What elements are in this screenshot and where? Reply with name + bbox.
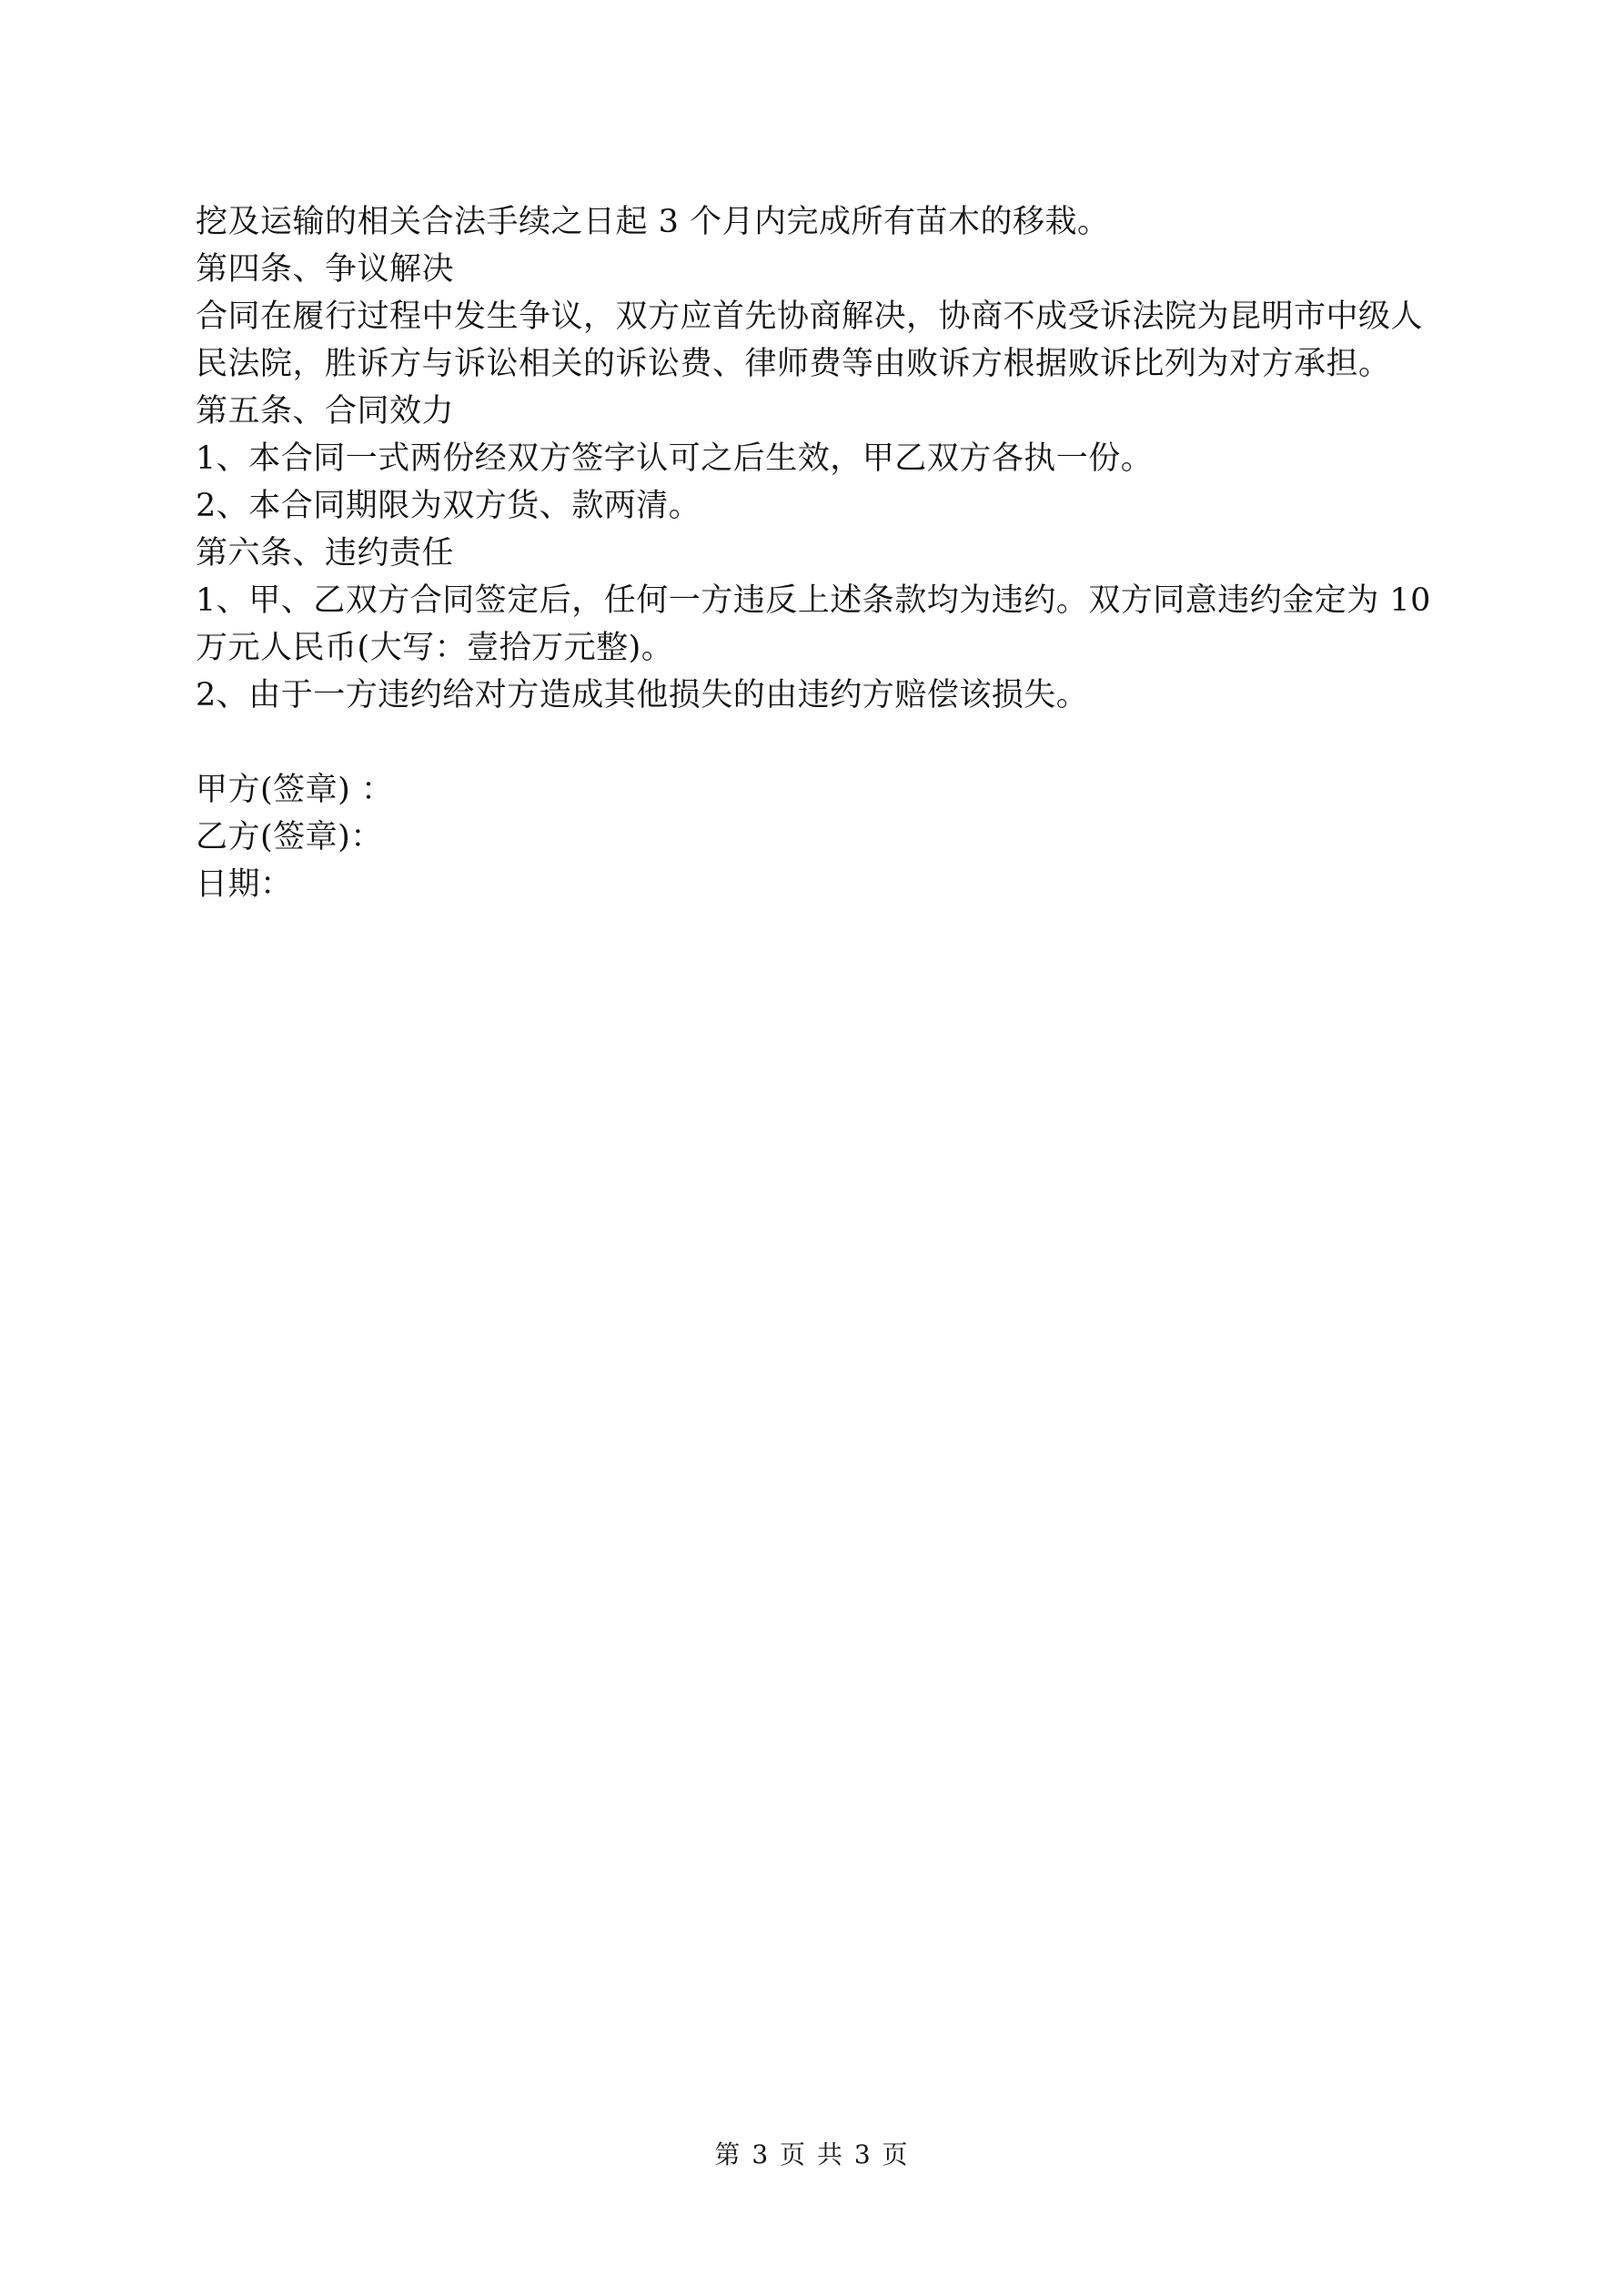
section-heading-dispute: 第四条、争议解决	[196, 251, 455, 288]
paragraph-line: 挖及运输的相关合法手续之日起 3 个月内完成所有苗木的移栽。	[196, 204, 1110, 240]
section-heading-validity: 第五条、合同效力	[196, 393, 455, 430]
clause-line: 2、本合同期限为双方货、款两清。	[196, 488, 701, 524]
signature-date: 日期：	[196, 866, 293, 903]
paragraph-line: 民法院，胜诉方与诉讼相关的诉讼费、律师费等由败诉方根据败诉比列为对方承担。	[196, 346, 1391, 382]
document-body	[196, 198, 1442, 908]
paragraph-line: 合同在履行过程中发生争议，双方应首先协商解决，协商不成受诉法院为昆明市中级人	[196, 298, 1424, 335]
page-footer: 第 3 页 共 3 页	[714, 2139, 910, 2170]
clause-line: 1、本合同一式两份经双方签字认可之后生效，甲乙双方各执一份。	[196, 440, 1154, 477]
section-heading-liability: 第六条、违约责任	[196, 535, 455, 571]
clause-line: 2、由于一方违约给对方造成其他损失的由违约方赔偿该损失。	[196, 677, 1089, 713]
signature-party-b: 乙方(签章)：	[196, 819, 383, 855]
blank-spacer	[196, 719, 1442, 766]
clause-line: 1、甲、乙双方合同签定后，任何一方违反上述条款均为违约。双方同意违约金定为 10	[196, 582, 1431, 619]
signature-party-a: 甲方(签章) ：	[196, 772, 394, 808]
clause-line: 万元人民币(大写：壹拾万元整)。	[196, 630, 674, 666]
